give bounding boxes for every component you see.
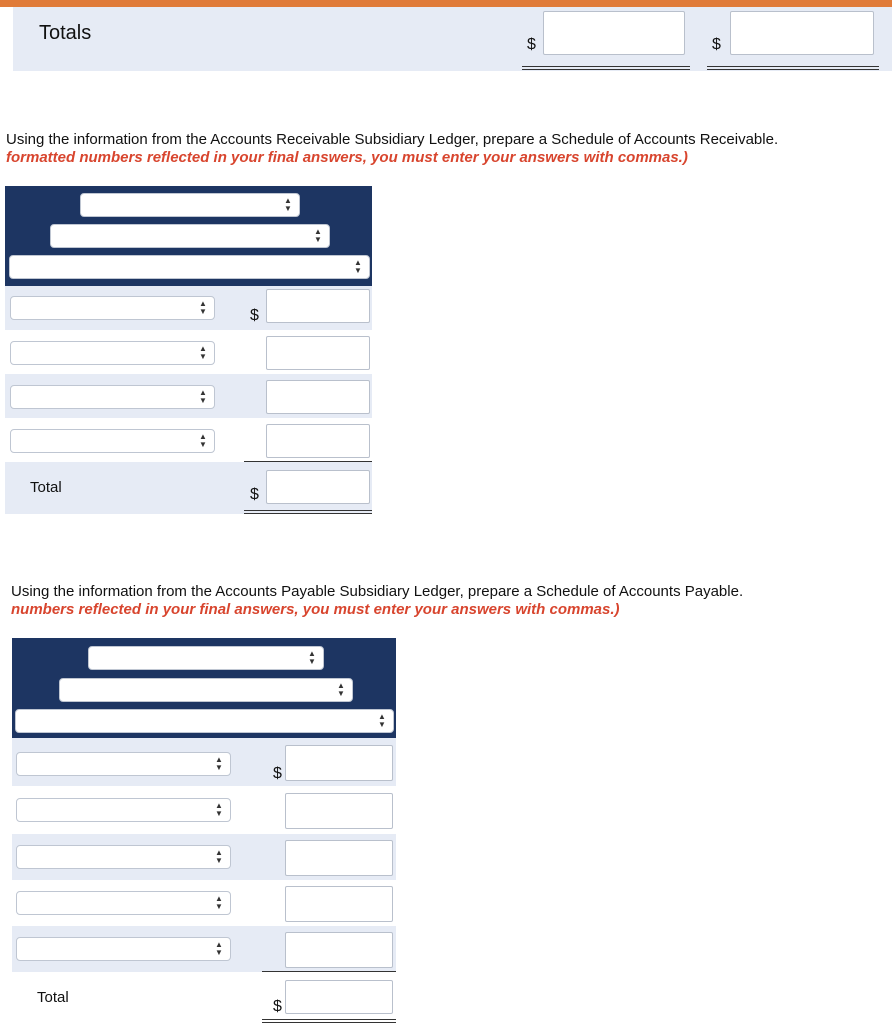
payable-amount-input-2[interactable] bbox=[285, 793, 393, 829]
payable-creditor-select-3[interactable] bbox=[16, 845, 231, 869]
receivable-amount-input-2[interactable] bbox=[266, 336, 370, 370]
totals-currency-1: $ bbox=[527, 36, 536, 53]
select-arrows-icon: ▲ ▼ bbox=[378, 712, 386, 729]
payable-amount-input-4[interactable] bbox=[285, 886, 393, 922]
select-arrows-icon: ▲ ▼ bbox=[337, 681, 345, 698]
select-arrows-icon: ▲ ▼ bbox=[215, 755, 223, 772]
payable-creditor-select-5[interactable] bbox=[16, 937, 231, 961]
receivable-amount-input-1[interactable] bbox=[266, 289, 370, 323]
receivable-total-label: Total bbox=[30, 479, 62, 496]
payable-company-select[interactable] bbox=[88, 646, 324, 670]
payable-total-label: Total bbox=[37, 989, 69, 1006]
payable-total-currency: $ bbox=[273, 998, 282, 1015]
payable-currency-1: $ bbox=[273, 765, 282, 782]
receivable-date-select[interactable] bbox=[9, 255, 370, 279]
payable-creditor-select-2[interactable] bbox=[16, 798, 231, 822]
receivable-currency-1: $ bbox=[250, 307, 259, 324]
payable-creditor-select-1[interactable] bbox=[16, 752, 231, 776]
receivable-total-double-underline bbox=[244, 510, 372, 514]
totals-double-underline-1 bbox=[522, 66, 690, 70]
select-arrows-icon: ▲ ▼ bbox=[199, 432, 207, 449]
payable-amount-input-1[interactable] bbox=[285, 745, 393, 781]
receivable-total-input[interactable] bbox=[266, 470, 370, 504]
payable-total-double-underline bbox=[262, 1019, 396, 1023]
totals-input-2[interactable] bbox=[730, 11, 874, 55]
receivable-amount-input-4[interactable] bbox=[266, 424, 370, 458]
payable-instruction-note: numbers reflected in your final answers, you must enter your answers with commas.) bbox=[11, 601, 620, 618]
select-arrows-icon: ▲ ▼ bbox=[215, 801, 223, 818]
payable-total-input[interactable] bbox=[285, 980, 393, 1014]
select-arrows-icon: ▲ ▼ bbox=[215, 848, 223, 865]
payable-instruction-text: Using the information from the Accounts Payable Subsidiary Ledger, prepare a Schedule of Accounts Payable. bbox=[11, 583, 744, 600]
payable-creditor-select-4[interactable] bbox=[16, 891, 231, 915]
payable-amount-input-5[interactable] bbox=[285, 932, 393, 968]
receivable-title-select[interactable] bbox=[50, 224, 330, 248]
receivable-amount-input-3[interactable] bbox=[266, 380, 370, 414]
payable-date-select[interactable] bbox=[15, 709, 394, 733]
select-arrows-icon: ▲ ▼ bbox=[354, 258, 362, 275]
receivable-customer-select-1[interactable] bbox=[10, 296, 215, 320]
payable-instruction bbox=[11, 583, 743, 619]
totals-label: Totals bbox=[39, 22, 92, 44]
receivable-customer-select-3[interactable] bbox=[10, 385, 215, 409]
totals-double-underline-2 bbox=[707, 66, 879, 70]
receivable-total-currency: $ bbox=[250, 486, 259, 503]
select-arrows-icon: ▲ ▼ bbox=[308, 649, 316, 666]
receivable-instruction-note: formatted numbers reflected in your final answers, you must enter your answers with commas.) bbox=[6, 149, 688, 166]
receivable-instruction-text: Using the information from the Accounts Receivable Subsidiary Ledger, prepare a Schedule of Accounts Receivable. bbox=[6, 131, 779, 148]
payable-amount-input-3[interactable] bbox=[285, 840, 393, 876]
select-arrows-icon: ▲ ▼ bbox=[199, 388, 207, 405]
receivable-customer-select-4[interactable] bbox=[10, 429, 215, 453]
totals-currency-2: $ bbox=[712, 36, 721, 53]
receivable-company-select[interactable] bbox=[80, 193, 300, 217]
receivable-instruction bbox=[6, 131, 778, 167]
select-arrows-icon: ▲ ▼ bbox=[215, 894, 223, 911]
select-arrows-icon: ▲ ▼ bbox=[199, 344, 207, 361]
payable-title-select[interactable] bbox=[59, 678, 353, 702]
top-accent-bar bbox=[0, 0, 892, 7]
receivable-customer-select-2[interactable] bbox=[10, 341, 215, 365]
select-arrows-icon: ▲ ▼ bbox=[314, 227, 322, 244]
select-arrows-icon: ▲ ▼ bbox=[284, 196, 292, 213]
select-arrows-icon: ▲ ▼ bbox=[215, 940, 223, 957]
select-arrows-icon: ▲ ▼ bbox=[199, 299, 207, 316]
totals-input-1[interactable] bbox=[543, 11, 685, 55]
